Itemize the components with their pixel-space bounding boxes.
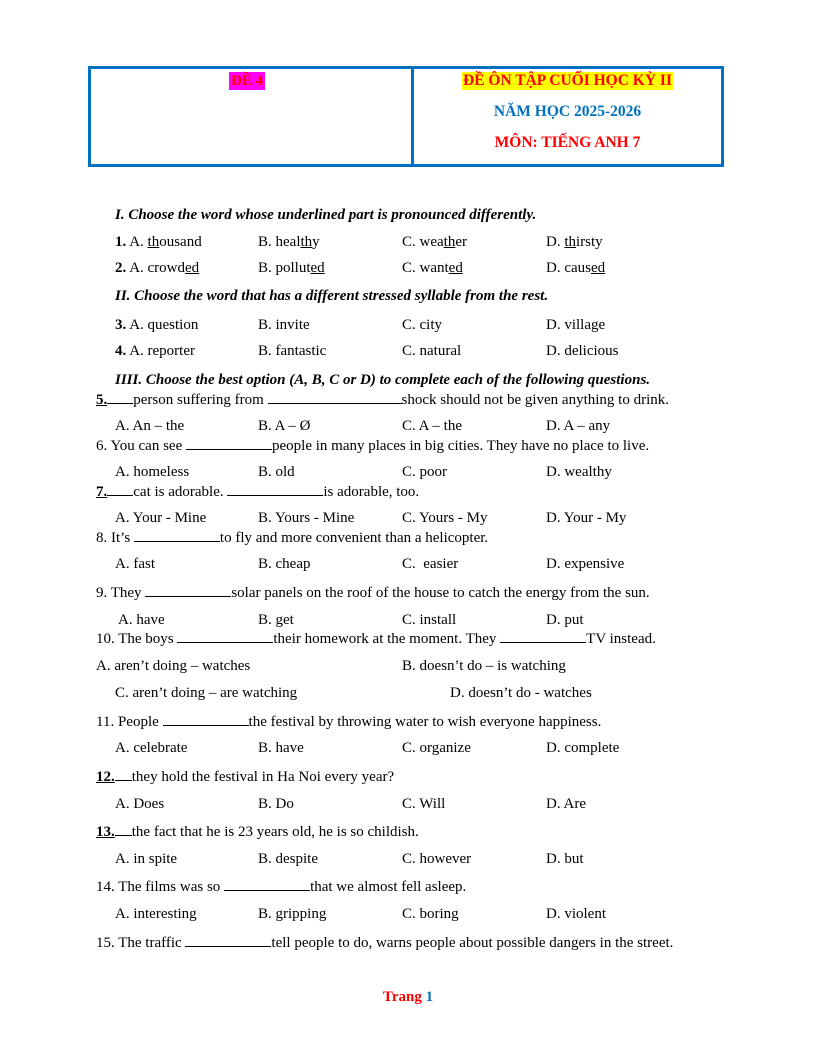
option-a: A. celebrate bbox=[115, 740, 188, 756]
option-b: B. get bbox=[258, 612, 294, 628]
exam-code: ĐỀ 4 bbox=[231, 73, 264, 89]
option-c: C. Yours - My bbox=[402, 510, 488, 526]
answer-blank[interactable] bbox=[177, 629, 273, 643]
question-9-stem: 9. They solar panels on the roof of the house to catch the energy from the sun. bbox=[96, 585, 650, 601]
option-b: B. gripping bbox=[258, 906, 327, 922]
option-d: D. thirsty bbox=[546, 234, 603, 250]
option-c: C. Will bbox=[402, 796, 446, 812]
section-1-heading: I. Choose the word whose underlined part is pronounced differently. bbox=[115, 207, 537, 223]
subject: MÔN: TIẾNG ANH 7 bbox=[494, 134, 641, 151]
answer-blank[interactable] bbox=[186, 436, 272, 450]
option-a: A. Your - Mine bbox=[115, 510, 207, 526]
option-c: C. poor bbox=[402, 464, 447, 480]
question-6-stem: 6. You can see people in many places in big cities. They have no place to live. bbox=[96, 438, 650, 454]
option-d: D. village bbox=[546, 317, 606, 333]
option-a: A. fast bbox=[115, 556, 155, 572]
option-d: D. Are bbox=[546, 796, 586, 812]
option-a: 2. A. crowded bbox=[115, 260, 200, 276]
option-a: A. homeless bbox=[115, 464, 190, 480]
answer-blank[interactable] bbox=[107, 390, 133, 404]
option-b: B. healthy bbox=[258, 234, 320, 250]
answer-blank[interactable] bbox=[115, 822, 132, 836]
option-b: B. despite bbox=[258, 851, 318, 867]
option-a: A. have bbox=[118, 612, 165, 628]
answer-blank[interactable] bbox=[107, 482, 133, 496]
option-b: B. fantastic bbox=[258, 343, 327, 359]
option-b: B. cheap bbox=[258, 556, 311, 572]
answer-blank[interactable] bbox=[268, 390, 402, 404]
page-footer bbox=[0, 989, 816, 1006]
section-2-heading: II. Choose the word that has a different stressed syllable from the rest. bbox=[115, 288, 549, 304]
answer-blank[interactable] bbox=[163, 712, 249, 726]
option-d: D. violent bbox=[546, 906, 606, 922]
option-c: C. wanted bbox=[402, 260, 463, 276]
option-d: D. Your - My bbox=[546, 510, 627, 526]
header-right-cell bbox=[414, 69, 721, 164]
option-c: C. aren’t doing – are watching bbox=[115, 685, 298, 701]
option-c: C. A – the bbox=[402, 418, 463, 434]
answer-blank[interactable] bbox=[227, 482, 323, 496]
exam-title: ĐỀ ÔN TẬP CUỐI HỌC KỲ II bbox=[463, 72, 672, 89]
question-15-stem: 15. The traffic tell people to do, warns people about possible dangers in the street. bbox=[96, 935, 674, 951]
question-7-stem: 7. cat is adorable. is adorable, too. bbox=[96, 484, 420, 500]
option-c: C. organize bbox=[402, 740, 471, 756]
option-c: C. boring bbox=[402, 906, 459, 922]
option-b: B. polluted bbox=[258, 260, 325, 276]
header-left-cell bbox=[91, 69, 414, 164]
option-a: A. interesting bbox=[115, 906, 197, 922]
option-d: D. delicious bbox=[546, 343, 619, 359]
option-d: D. but bbox=[546, 851, 584, 867]
option-d: D. wealthy bbox=[546, 464, 612, 480]
option-d: D. doesn’t do - watches bbox=[450, 685, 592, 701]
option-b: B. Do bbox=[258, 796, 294, 812]
answer-blank[interactable] bbox=[145, 583, 231, 597]
question-8-stem: 8. It’s to fly and more convenient than a helicopter. bbox=[96, 530, 489, 546]
answer-blank[interactable] bbox=[224, 877, 310, 891]
question-10-stem: 10. The boys their homework at the moment. They TV instead. bbox=[96, 631, 656, 647]
option-a: 3. A. question bbox=[115, 317, 199, 333]
question-5-stem: 5. person suffering from shock should not be given anything to drink. bbox=[96, 392, 670, 408]
option-a: A. An – the bbox=[115, 418, 185, 434]
option-c: C. install bbox=[402, 612, 457, 628]
answer-blank[interactable] bbox=[115, 767, 132, 781]
answer-blank[interactable] bbox=[500, 629, 586, 643]
option-d: D. A – any bbox=[546, 418, 611, 434]
question-12-stem: 12. they hold the festival in Ha Noi every year? bbox=[96, 769, 395, 785]
option-d: D. complete bbox=[546, 740, 620, 756]
answer-blank[interactable] bbox=[185, 933, 271, 947]
option-c: C. however bbox=[402, 851, 472, 867]
option-b: B. old bbox=[258, 464, 295, 480]
option-a: A. aren’t doing – watches bbox=[96, 658, 251, 674]
question-13-stem: 13. the fact that he is 23 years old, he is so childish. bbox=[96, 824, 419, 840]
option-c: C. city bbox=[402, 317, 442, 333]
option-d: D. put bbox=[546, 612, 584, 628]
option-c: C. easier bbox=[402, 556, 459, 572]
header-box bbox=[88, 66, 724, 167]
question-11-stem: 11. People the festival by throwing water to wish everyone happiness. bbox=[96, 714, 602, 730]
option-b: B. Yours - Mine bbox=[258, 510, 355, 526]
option-b: B. have bbox=[258, 740, 304, 756]
option-c: C. weather bbox=[402, 234, 467, 250]
section-3-heading: IIII. Choose the best option (A, B, C or D) to complete each of the following questions. bbox=[115, 372, 651, 388]
option-b: B. doesn’t do – is watching bbox=[402, 658, 566, 674]
option-a: A. in spite bbox=[115, 851, 178, 867]
option-d: D. caused bbox=[546, 260, 606, 276]
school-year: NĂM HỌC 2025-2026 bbox=[493, 103, 642, 120]
answer-blank[interactable] bbox=[134, 528, 220, 542]
footer-label: Trang bbox=[382, 989, 426, 1005]
option-a: A. Does bbox=[115, 796, 165, 812]
option-c: C. natural bbox=[402, 343, 462, 359]
option-d: D. expensive bbox=[546, 556, 625, 572]
option-a: 1. A. thousand bbox=[115, 234, 202, 250]
page-number: 1 bbox=[425, 989, 434, 1005]
option-b: B. A – Ø bbox=[258, 418, 311, 434]
option-b: B. invite bbox=[258, 317, 310, 333]
question-14-stem: 14. The films was so that we almost fell asleep. bbox=[96, 879, 467, 895]
option-a: 4. A. reporter bbox=[115, 343, 195, 359]
